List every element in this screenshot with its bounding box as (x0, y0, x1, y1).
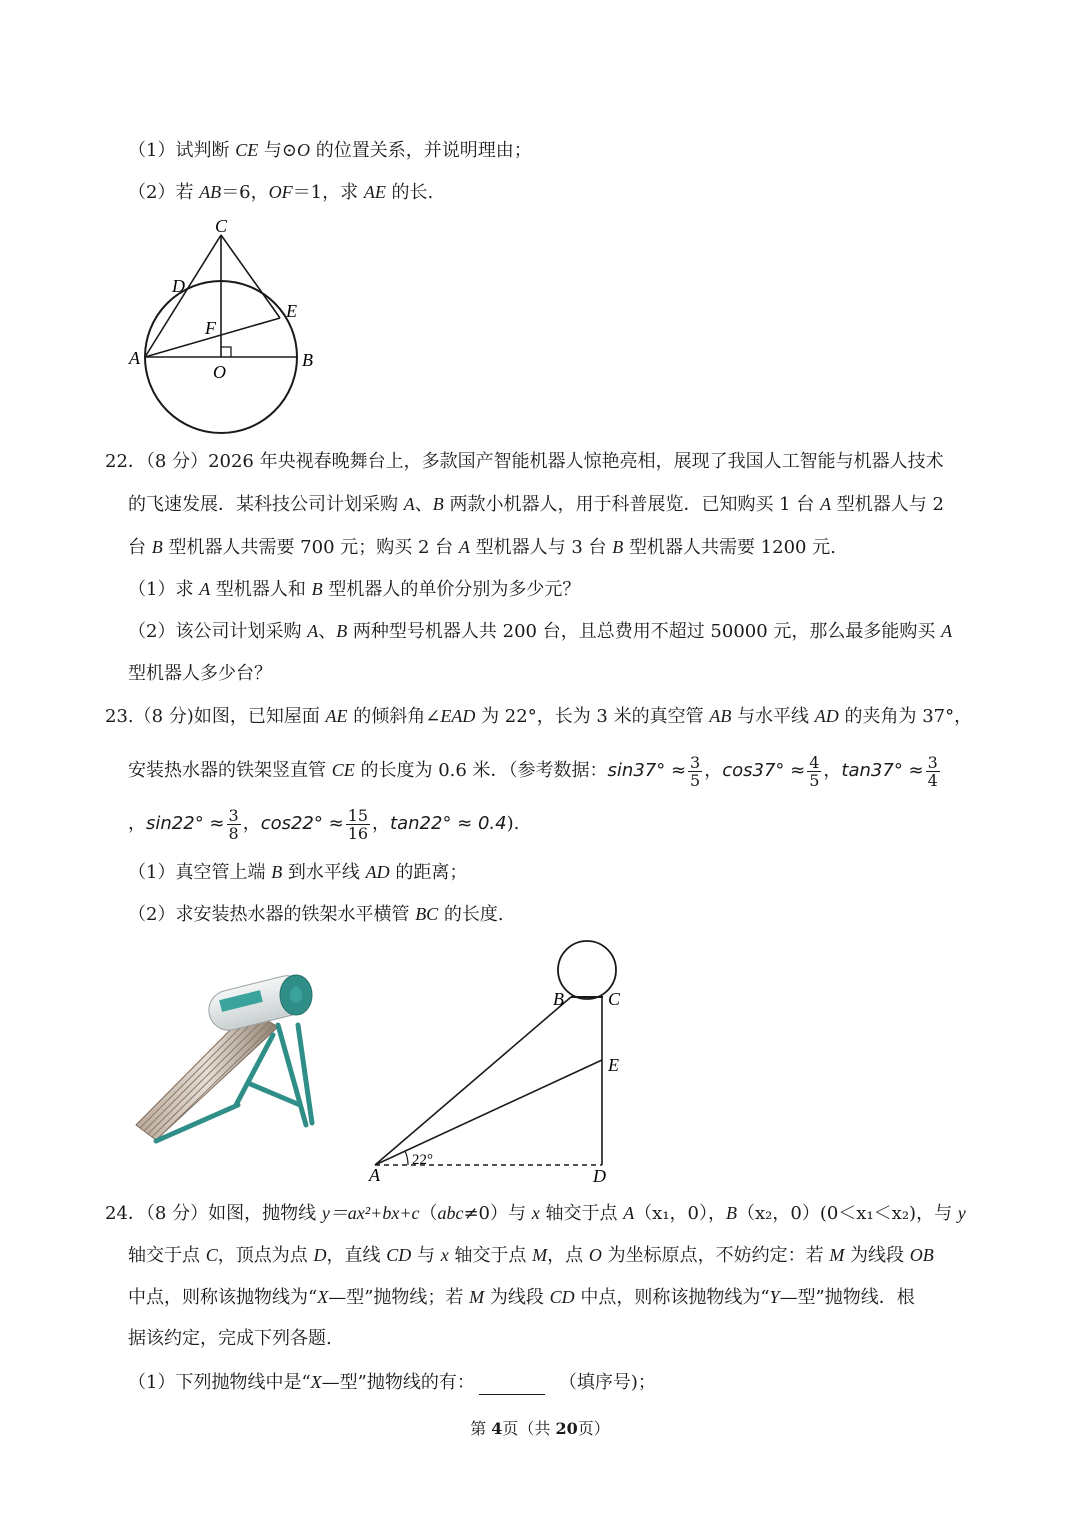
solar-water-heater-photo (128, 965, 328, 1165)
label-d: D (172, 276, 185, 296)
q21-circle-figure (120, 210, 340, 435)
q23-geometry-figure (360, 940, 620, 1185)
q22-line2: 的飞速发展．某科技公司计划采购 A、B 两款小机器人，用于科普展览．已知购买 1 台 A 型机器人与 2 (128, 494, 944, 515)
q24-line3: 中点，则称该抛物线为“X—型”抛物线；若 M 为线段 CD 中点，则称该抛物线为“Y—型”抛物线．根 (128, 1287, 915, 1308)
q23-line3: ，sin22° ≈ $\frac{3}{8}$ ，cos22° ≈ $\frac{15}{16}$ ，tan22° ≈ 0.4). (128, 805, 520, 843)
label-o: O (213, 362, 226, 382)
segment-ce (221, 235, 280, 318)
label-d: D (593, 1166, 606, 1186)
q24-line2: 轴交于点 C，顶点为点 D，直线 CD 与 x 轴交于点 M，点 O 为坐标原点，不妨约定：若 M 为线段 OB (128, 1245, 934, 1266)
right-angle-mark (221, 347, 231, 357)
label-a: A (129, 348, 140, 368)
angle-label: 22° (412, 1152, 433, 1168)
q24-line4: 据该约定，完成下列各题. (128, 1328, 332, 1349)
q24-part1: （1）下列抛物线中是“X—型”抛物线的有： （填序号)； (128, 1372, 656, 1393)
q23-line2: 安装热水器的铁架竖直管 CE 的长度为 0.6 米．（参考数据：sin37° ≈ $\frac{3}{5}$ ，cos37° ≈ $\frac{4}{5}$ ，tan37° ≈ $\frac{3}{4}$ (128, 752, 938, 790)
q24-line1: 24．（8 分）如图，抛物线 y＝ax²+bx+c（abc≠0）与 x 轴交于点 A（x₁，0），B（x₂，0）(0＜x₁＜x₂)，与 y (105, 1203, 966, 1224)
label-c: C (608, 989, 621, 1009)
label-f: F (205, 318, 216, 338)
q23-part2: （2）求安装热水器的铁架水平横管 BC 的长度. (128, 904, 504, 925)
label-c: C (215, 216, 228, 236)
answer-blank[interactable] (479, 1376, 545, 1395)
segment-ae (375, 1060, 602, 1165)
segment-ab (375, 997, 571, 1165)
q22-line3: 台 B 型机器人共需要 700 元；购买 2 台 A 型机器人与 3 台 B 型机器人共需要 1200 元. (128, 537, 836, 558)
q21-part1: （1）试判断 CE 与⊙O 的位置关系，并说明理由； (128, 140, 532, 161)
page-number: 4 (491, 1419, 503, 1438)
frac-sin37: $\frac{3}{5}$ (690, 752, 701, 790)
label-b: B (302, 350, 313, 370)
label-e: E (286, 301, 297, 321)
q21-part2: （2）若 AB＝6，OF＝1，求 AE 的长. (128, 182, 434, 203)
q22-part1: （1）求 A 型机器人和 B 型机器人的单价分别为多少元？ (128, 579, 581, 600)
q22-line1: 22．（8 分）2026 年央视春晚舞台上，多款国产智能机器人惊艳亮相，展现了我国人工智能与机器人技术 (105, 451, 944, 472)
label-b: B (553, 989, 564, 1009)
q23-line1: 23.（8 分)如图，已知屋面 AE 的倾斜角∠EAD 为 22°，长为 3 米的真空管 AB 与水平线 AD 的夹角为 37°， (105, 706, 973, 727)
label-e: E (608, 1055, 619, 1075)
q23-part1: （1）真空管上端 B 到水平线 AD 的距离； (128, 862, 468, 883)
angle-arc (405, 1151, 408, 1165)
label-a: A (369, 1165, 380, 1185)
page-footer: 第 4页（共 20页） (470, 1419, 610, 1438)
frac-sin22: $\frac{3}{8}$ (228, 805, 239, 843)
q22-part2-cont: 型机器人多少台？ (128, 663, 272, 684)
page-total: 20 (555, 1419, 578, 1438)
frac-cos37: $\frac{4}{5}$ (809, 752, 820, 790)
q22-part2: （2）该公司计划采购 A、B 两种型号机器人共 200 台，且总费用不超过 50000 元，那么最多能购买 A (128, 621, 953, 642)
frac-tan37: $\frac{3}{4}$ (927, 752, 938, 790)
frac-cos22: $\frac{15}{16}$ (347, 805, 369, 843)
